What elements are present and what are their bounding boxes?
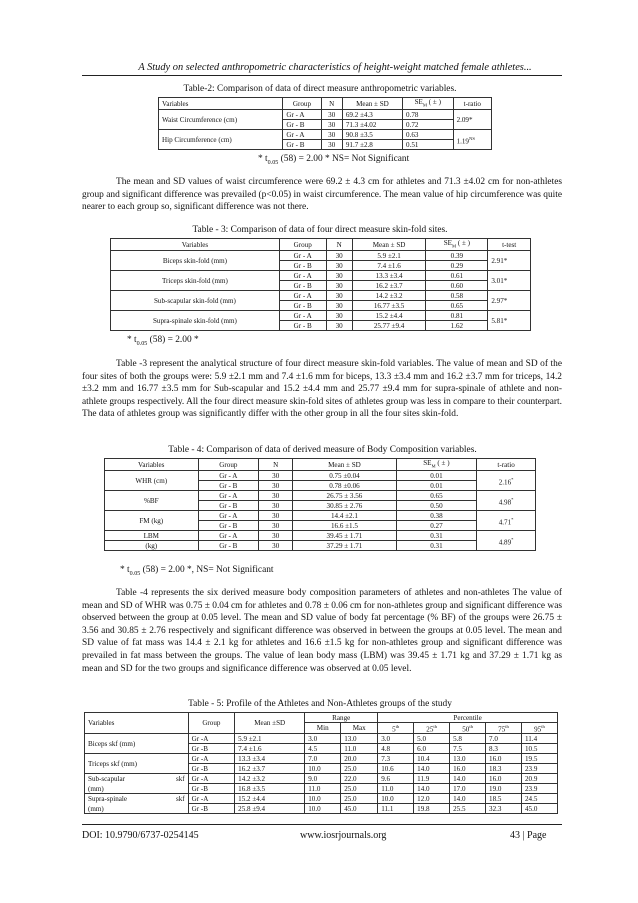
cell-se: 0.01: [396, 471, 477, 481]
cell-n: 30: [259, 541, 293, 551]
cell-mean: 71.3 ±4.02: [342, 120, 402, 130]
col-header: Group: [279, 239, 326, 251]
cell-min: 7.0: [305, 754, 341, 764]
running-header: A Study on selected anthropometric characteristics of height-weight matched female athletes...: [138, 62, 532, 73]
cell-mean: 0.78 ±0.06: [293, 481, 396, 491]
cell-min: 11.0: [305, 784, 341, 794]
pct-sup: th: [395, 724, 400, 729]
cell-group: Gr -A: [188, 754, 235, 764]
se-sub: M: [422, 102, 427, 108]
variable-name: Sub-scapular: [88, 775, 126, 784]
cell-mean: 13.3 ±3.4: [235, 754, 305, 764]
cell-group: Gr -B: [188, 764, 235, 774]
cell-p50: 14.0: [450, 774, 486, 784]
cell-group: Gr - B: [279, 301, 326, 311]
cell-mean: 69.2 ±4.3: [342, 110, 402, 120]
cell-p95: 19.5: [521, 754, 557, 764]
cell-mean: 91.7 ±2.8: [342, 140, 402, 150]
cell-mean: 16.6 ±1.5: [293, 521, 396, 531]
col-header: Variables: [85, 713, 189, 734]
col-header: Max: [341, 723, 378, 734]
cell-se: 0.01: [396, 481, 477, 491]
cell-mean: 15.2 ±4.4: [352, 311, 426, 321]
cell-group: Gr - B: [279, 321, 326, 331]
table2: [158, 97, 492, 150]
cell-mean: 16.2 ±3.7: [352, 281, 426, 291]
col-header: [396, 459, 477, 471]
paragraph-3: [82, 587, 562, 675]
paragraph-3-text: Table -4 represents the six derived measure body composition parameters of athletes and non-athletes The value of mean and SD of WHR was 0.75 ± 0.04 cm for athletes and 0.78 ± 0.06 cm for non-athletes group and significant difference was observed between the group at 0.05 level. The mean and SD value of body fat percentage (% BF) of the groups were 26.75 ± 3.56 and 30.85 ± 2.76 respectively and significant difference was observed in between the groups at 0.05 level. The mean and SD value of fat mass was 14.4 ± 2.1 kg for athletes and 16.6 ±1.5 kg for non-athletes group and significant difference was prevailed in fat mass between the groups. The value of lean body mass (LBM) was 39.45 ± 1.71 kg and 37.29 ± 1.71 kg as mean and SD for the two groups and significance difference was observed at 0.05 level.: [82, 588, 562, 674]
cell-t: [477, 491, 536, 511]
cell-p5: 7.3: [378, 754, 414, 764]
col-header: t-ratio: [453, 98, 491, 110]
cell-p25: 12.0: [414, 794, 450, 804]
table-row: [105, 471, 536, 481]
cell-mean: 26.75 ± 3.56: [293, 491, 396, 501]
cell-max: 25.0: [341, 784, 378, 794]
cell-p5: 3.0: [378, 734, 414, 744]
cell-min: 3.0: [305, 734, 341, 744]
cell-t: [477, 531, 536, 551]
cell-mean: 14.4 ±2.1: [293, 511, 396, 521]
cell-group: Gr - A: [198, 511, 259, 521]
table-row: [111, 251, 531, 261]
cell-group: Gr - A: [279, 291, 326, 301]
t-sup: *: [511, 536, 514, 542]
cell-p95: 23.9: [521, 764, 557, 774]
pct-num: 25: [426, 725, 434, 734]
cell-p75: 18.5: [486, 794, 522, 804]
row-variable: Biceps skin-fold (mm): [111, 251, 280, 271]
cell-se: 0.72: [403, 120, 454, 130]
cell-se: 0.65: [396, 491, 477, 501]
row-variable: FM (kg): [105, 511, 199, 531]
cell-n: 30: [326, 261, 352, 271]
se-sub: M: [451, 243, 457, 249]
cell-p95: 11.4: [521, 734, 557, 744]
t-value: 4.89: [498, 538, 512, 547]
cell-mean: 7.4 ±1.6: [235, 744, 305, 754]
note-pre: * t: [120, 565, 130, 575]
cell-p50: 17.0: [450, 784, 486, 794]
note-post: (58) = 2.00 *, NS= Not Significant: [140, 565, 274, 575]
col-header: t-test: [488, 239, 531, 251]
table-row: [105, 511, 536, 521]
cell-group: Gr - A: [283, 110, 321, 120]
t-sup: NS: [468, 135, 475, 141]
col-header: Min: [305, 723, 341, 734]
table-header-row: [105, 459, 536, 471]
table-row: [159, 130, 492, 140]
cell-se: 0.60: [426, 281, 488, 291]
pct-sup: th: [469, 724, 473, 729]
table3: [110, 238, 531, 331]
cell-t: 2.91*: [488, 251, 531, 271]
cell-p5: 11.0: [378, 784, 414, 794]
cell-group: Gr - A: [279, 251, 326, 261]
cell-group: Gr - B: [198, 481, 259, 491]
cell-se: 0.51: [403, 140, 454, 150]
table-row: [85, 784, 558, 794]
t-value: 4.71: [498, 518, 512, 527]
cell-mean: 16.8 ±3.5: [235, 784, 305, 794]
cell-n: 30: [321, 110, 342, 120]
col-header: Variables: [111, 239, 280, 251]
cell-p50: 25.5: [450, 804, 486, 814]
cell-p25: 11.9: [414, 774, 450, 784]
t-value: 4.98: [498, 498, 512, 507]
cell-p5: 10.6: [378, 764, 414, 774]
table-row: [85, 754, 558, 764]
cell-se: 0.27: [396, 521, 477, 531]
cell-mean: 30.85 ± 2.76: [293, 501, 396, 511]
table-row: [85, 794, 558, 804]
cell-n: 30: [259, 491, 293, 501]
cell-p50: 7.5: [450, 744, 486, 754]
cell-mean: 25.8 ±9.4: [235, 804, 305, 814]
variable-suffix: skf: [175, 775, 185, 784]
variable-name: Supra-spinale: [88, 795, 128, 804]
cell-t: 5.81*: [488, 311, 531, 331]
col-header: [426, 239, 488, 251]
cell-se: 0.38: [396, 511, 477, 521]
cell-min: 10.0: [305, 764, 341, 774]
table-row: [85, 734, 558, 744]
cell-n: 30: [259, 531, 293, 541]
table3-note: [127, 335, 199, 347]
col-header: [450, 723, 486, 734]
paragraph-2: [82, 358, 562, 421]
table2-note: [258, 154, 409, 166]
cell-p25: 14.0: [414, 764, 450, 774]
cell-n: 30: [326, 271, 352, 281]
table-header-row: [111, 239, 531, 251]
row-variable: Triceps skf (mm): [85, 754, 189, 774]
cell-min: 10.0: [305, 804, 341, 814]
note-post: (58) = 2.00 *: [147, 335, 199, 345]
cell-group: Gr - A: [283, 130, 321, 140]
cell-p95: 10.5: [521, 744, 557, 754]
cell-mean: 7.4 ±1.6: [352, 261, 426, 271]
cell-group: Gr -B: [188, 804, 235, 814]
cell-max: 11.0: [341, 744, 378, 754]
cell-mean: 90.8 ±3.5: [342, 130, 402, 140]
se-label: SE: [423, 459, 432, 467]
cell-mean: 5.9 ±2.1: [352, 251, 426, 261]
row-variable: WHR (cm): [105, 471, 199, 491]
cell-group: Gr -A: [188, 774, 235, 784]
row-variable-unit: (kg): [105, 541, 199, 551]
row-variable: Hip Circumference (cm): [159, 130, 283, 150]
cell-p75: 18.3: [486, 764, 522, 774]
cell-t: 2.97*: [488, 291, 531, 311]
cell-p75: 32.3: [486, 804, 522, 814]
table-header-row: [85, 713, 558, 723]
paragraph-2-text: Table -3 represent the analytical structure of four direct measure skin-fold variables. The value of mean and SD of the four sites of both the groups were: 5.9 ±2.1 mm and 7.4 ±1.6 mm for biceps, 13.3 ±3.4 mm and 16.2 ±3.7 mm for triceps, 14.2 ±3.2 mm and 16.77 ±3.5 mm for Sub-scapular and 15.2 ±4.4 mm and 25.77 ±9.4 mm for supra-spinale of athlete and non-athlete groups respectively. All the four direct measure skin-fold sites of athletes group was less in compare to their counterpart. The data of athletes group was significantly differ with the other group in all the four sites skin-fold.: [82, 359, 562, 420]
cell-group: Gr - A: [198, 471, 259, 481]
cell-n: 30: [326, 291, 352, 301]
table4: [104, 458, 536, 551]
table-header-row: [159, 98, 492, 110]
cell-max: 45.0: [341, 804, 378, 814]
cell-group: Gr - B: [198, 541, 259, 551]
cell-t: [477, 511, 536, 531]
col-header: Variables: [159, 98, 283, 110]
note-sub: 0.05: [136, 340, 148, 347]
footer-rule: [82, 824, 562, 825]
cell-group: Gr - B: [283, 120, 321, 130]
cell-n: 30: [326, 251, 352, 261]
cell-group: Gr - B: [279, 261, 326, 271]
cell-mean: 5.9 ±2.1: [235, 734, 305, 744]
note-post: (58) = 2.00 * NS= Not Significant: [278, 154, 410, 164]
cell-mean: 16.77 ±3.5: [352, 301, 426, 311]
cell-max: 22.0: [341, 774, 378, 784]
cell-min: 9.0: [305, 774, 341, 784]
table-row: [111, 311, 531, 321]
cell-p5: 10.0: [378, 794, 414, 804]
cell-se: 0.31: [396, 541, 477, 551]
cell-p95: 23.9: [521, 784, 557, 794]
cell-mean: 13.3 ±3.4: [352, 271, 426, 281]
cell-se: 0.78: [403, 110, 454, 120]
table5: [84, 712, 558, 814]
cell-p25: 6.0: [414, 744, 450, 754]
table-row: [105, 491, 536, 501]
cell-se: 0.29: [426, 261, 488, 271]
cell-p5: 4.8: [378, 744, 414, 754]
cell-mean: 25.77 ±9.4: [352, 321, 426, 331]
pct-num: 50: [462, 725, 470, 734]
note-pre: * t: [258, 154, 268, 164]
se-sub: M: [431, 463, 436, 469]
col-header: Mean ± SD: [293, 459, 396, 471]
se-pm: ( ± ): [456, 239, 471, 247]
table-row: [85, 804, 558, 814]
note-sub: 0.05: [267, 159, 279, 166]
cell-n: 30: [326, 321, 352, 331]
row-variable: Biceps skf (mm): [85, 734, 189, 754]
col-header: Group: [188, 713, 235, 734]
cell-max: 20.0: [341, 754, 378, 764]
note-sub: 0.05: [129, 570, 141, 577]
col-header: Mean ± SD: [342, 98, 402, 110]
col-header: t-ratio: [477, 459, 536, 471]
cell-n: 30: [259, 481, 293, 491]
cell-group: Gr -B: [188, 784, 235, 794]
cell-p25: 14.0: [414, 784, 450, 794]
pct-num: 5: [392, 725, 396, 734]
table2-caption: Table-2: Comparison of data of direct measure anthropometric variables.: [183, 84, 457, 94]
cell-mean: 16.2 ±3.7: [235, 764, 305, 774]
t-sup: *: [511, 516, 514, 522]
cell-mean: 0.75 ±0.04: [293, 471, 396, 481]
t-value: 1.19: [456, 137, 469, 146]
row-variable: %BF: [105, 491, 199, 511]
col-header: [403, 98, 454, 110]
t-sup: *: [511, 476, 514, 482]
cell-p95: 24.5: [521, 794, 557, 804]
cell-t: 3.01*: [488, 271, 531, 291]
row-variable: [85, 794, 189, 804]
cell-n: 30: [259, 501, 293, 511]
se-pm: ( ± ): [435, 459, 450, 467]
cell-se: 0.63: [403, 130, 454, 140]
cell-p5: 11.1: [378, 804, 414, 814]
cell-p25: 19.8: [414, 804, 450, 814]
cell-se: 1.62: [426, 321, 488, 331]
cell-n: 30: [259, 471, 293, 481]
variable-suffix: skf: [175, 795, 185, 804]
table-row: [105, 531, 536, 541]
col-header: Mean ±SD: [235, 713, 305, 734]
cell-n: 30: [259, 511, 293, 521]
table-row: [85, 774, 558, 784]
pct-num: 75: [498, 725, 506, 734]
cell-mean: 39.45 ± 1.71: [293, 531, 396, 541]
col-header: Mean ± SD: [352, 239, 426, 251]
cell-group: Gr - B: [198, 521, 259, 531]
pct-sup: th: [541, 724, 545, 729]
cell-p25: 10.4: [414, 754, 450, 764]
cell-max: 25.0: [341, 794, 378, 804]
cell-se: 0.61: [426, 271, 488, 281]
col-header: [486, 723, 522, 734]
cell-n: 30: [321, 120, 342, 130]
cell-group: Gr - B: [279, 281, 326, 291]
table5-caption: Table - 5: Profile of the Athletes and Non-Athletes groups of the study: [188, 699, 452, 709]
cell-p50: 14.0: [450, 794, 486, 804]
se-label: SE: [443, 239, 452, 247]
col-header: [378, 723, 414, 734]
cell-group: Gr -A: [188, 794, 235, 804]
cell-se: 0.39: [426, 251, 488, 261]
cell-t: [453, 130, 491, 150]
paragraph-1-text: The mean and SD values of waist circumference were 69.2 ± 4.3 cm for athletes and 71.3 ±4.02 cm for non-athletes group and significant difference was prevailed (p<0.05) in waist circumference. The mean value of hip circumference was quite nearer to each group so, significant difference was not there.: [82, 177, 562, 213]
t-value: 2.16: [498, 478, 512, 487]
table4-note: [120, 565, 274, 577]
cell-p75: 19.0: [486, 784, 522, 794]
cell-n: 30: [321, 130, 342, 140]
cell-group: Gr - B: [283, 140, 321, 150]
cell-p75: 16.0: [486, 774, 522, 784]
cell-p25: 5.0: [414, 734, 450, 744]
row-variable: Sub-scapular skin-fold (mm): [111, 291, 280, 311]
paragraph-1: [82, 176, 562, 214]
cell-mean: 14.2 ±3.2: [235, 774, 305, 784]
cell-max: 25.0: [341, 764, 378, 774]
row-variable: Supra-spinale skin-fold (mm): [111, 311, 280, 331]
cell-group: Gr -A: [188, 734, 235, 744]
footer-doi: DOI: 10.9790/6737-0254145: [82, 830, 199, 841]
col-header: Group: [283, 98, 321, 110]
cell-se: 0.65: [426, 301, 488, 311]
table3-caption: Table - 3: Comparison of data of four direct measure skin-fold sites.: [192, 225, 448, 235]
row-variable: Triceps skin-fold (mm): [111, 271, 280, 291]
cell-p50: 13.0: [450, 754, 486, 764]
footer-site: www.iosrjournals.org: [300, 830, 387, 841]
table4-caption: Table - 4: Comparison of data of derived measure of Body Composition variables.: [168, 445, 477, 455]
cell-se: 0.81: [426, 311, 488, 321]
pct-sup: th: [433, 724, 437, 729]
cell-group: Gr -B: [188, 744, 235, 754]
cell-n: 30: [321, 140, 342, 150]
row-variable: Waist Circumference (cm): [159, 110, 283, 130]
cell-n: 30: [326, 281, 352, 291]
cell-p95: 45.0: [521, 804, 557, 814]
cell-t: [477, 471, 536, 491]
cell-mean: 15.2 ±4.4: [235, 794, 305, 804]
cell-group: Gr - A: [279, 271, 326, 281]
cell-min: 10.0: [305, 794, 341, 804]
cell-n: 30: [259, 521, 293, 531]
cell-se: 0.31: [396, 531, 477, 541]
row-variable: [85, 774, 189, 784]
col-header: [521, 723, 557, 734]
header-rule: [82, 75, 562, 76]
table-row: [105, 541, 536, 551]
cell-group: Gr - A: [198, 491, 259, 501]
col-header: N: [326, 239, 352, 251]
cell-n: 30: [326, 301, 352, 311]
cell-t: 2.09*: [453, 110, 491, 130]
cell-group: Gr - A: [198, 531, 259, 541]
row-variable-unit: (mm): [85, 804, 189, 814]
table-row: [111, 271, 531, 281]
note-pre: * t: [127, 335, 137, 345]
cell-mean: 37.29 ± 1.71: [293, 541, 396, 551]
col-header: Percentile: [378, 713, 558, 723]
se-label: SE: [414, 98, 423, 106]
col-header: Range: [305, 713, 378, 723]
cell-mean: 14.2 ±3.2: [352, 291, 426, 301]
cell-se: 0.58: [426, 291, 488, 301]
col-header: [414, 723, 450, 734]
cell-p75: 8.3: [486, 744, 522, 754]
t-sup: *: [511, 496, 514, 502]
cell-p75: 7.0: [486, 734, 522, 744]
table-row: [111, 291, 531, 301]
cell-min: 4.5: [305, 744, 341, 754]
cell-max: 13.0: [341, 734, 378, 744]
row-variable-unit: (mm): [85, 784, 189, 794]
pct-num: 95: [534, 725, 542, 734]
cell-n: 30: [326, 311, 352, 321]
se-pm: ( ± ): [427, 98, 441, 106]
footer-page: 43 | Page: [510, 830, 547, 841]
cell-p50: 16.0: [450, 764, 486, 774]
col-header: Group: [198, 459, 259, 471]
col-header: Variables: [105, 459, 199, 471]
table-row: [159, 110, 492, 120]
cell-p5: 9.6: [378, 774, 414, 784]
pct-sup: th: [505, 724, 509, 729]
cell-p95: 20.9: [521, 774, 557, 784]
row-variable: LBM: [105, 531, 199, 541]
col-header: N: [259, 459, 293, 471]
cell-group: Gr - A: [279, 311, 326, 321]
col-header: N: [321, 98, 342, 110]
cell-p50: 5.8: [450, 734, 486, 744]
cell-group: Gr - B: [198, 501, 259, 511]
cell-p75: 16.0: [486, 754, 522, 764]
cell-se: 0.50: [396, 501, 477, 511]
